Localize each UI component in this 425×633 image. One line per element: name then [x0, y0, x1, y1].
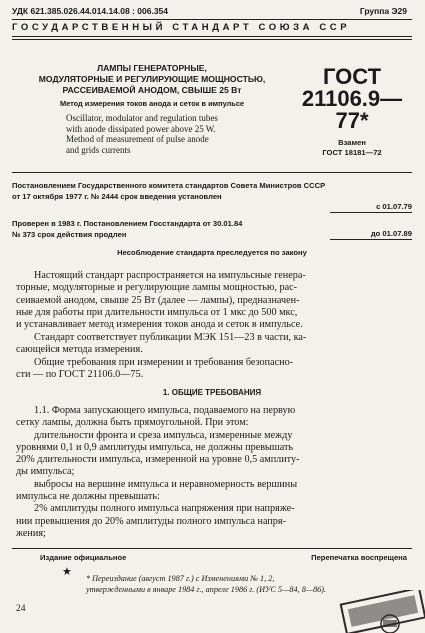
checked-line: № 373 срок действия продлен [12, 229, 127, 239]
paragraph-line: 2% амплитуды полного импульса напряжения при напряже- [34, 503, 295, 515]
gost-number: 21106.9—77* [301, 86, 403, 133]
footnote-line: * Переиздание (август 1987 г.) с Изменениями № 1, 2, [86, 574, 275, 583]
gost-label: ГОСТ [322, 64, 382, 89]
paragraph-line: сетку лампы, должна быть прямоугольной. При этом: [16, 417, 249, 429]
banner-rule-1 [12, 36, 412, 37]
paragraph-line: 1.1. Форма запускающего импульса, подаваемого на первую [34, 405, 296, 416]
replaces-label: Взамен [338, 138, 366, 147]
reprint-prohibited: Перепечатка воспрещена [311, 553, 407, 562]
paragraph-iec [16, 332, 410, 357]
penalty-notice: Несоблюдение стандарта преследуется по закону [117, 248, 307, 257]
paragraph-line: сти — по ГОСТ 21106.0—75. [16, 369, 144, 381]
paragraph-line: ные для работы при длительности импульса от 1 мкс до 500 мкс, [16, 306, 298, 318]
paragraph-line: торные, модуляторные и регулирующие лампы мощностью, рас- [16, 282, 298, 294]
footer-rule [12, 548, 412, 549]
paragraph-line: выбросы на вершине импульса и неравномерность вершины [34, 478, 298, 490]
paragraph-line: и устанавливает метод измерения токов анода и сеток в импульсе. [16, 319, 303, 331]
title-line: МОДУЛЯТОРНЫЕ И РЕГУЛИРУЮЩИЕ МОЩНОСТЬЮ, [38, 74, 266, 84]
decree-line: от 17 октября 1977 г. № 2444 срок введения установлен [12, 191, 222, 201]
udk-code: УДК 621.385.026.44.014.14.08 : 006.354 [12, 6, 169, 16]
decree-rule [12, 172, 412, 173]
title-en [66, 113, 266, 155]
title-line: РАССЕИВАЕМОЙ АНОДОМ, СВЫШЕ 25 Вт [62, 85, 242, 95]
paragraph-line: нии превышения до 20% амплитуды полного импульса напря- [16, 515, 286, 527]
decree-text [12, 181, 412, 202]
decree-line: Постановлением Государственного комитета стандартов Совета Министров СССР [12, 181, 326, 190]
paragraph-line: Настоящий стандарт распространяется на импульсные генера- [34, 270, 306, 281]
title-line: ЛАМПЫ ГЕНЕРАТОРНЫЕ, [97, 63, 207, 73]
effective-date: с 01.07.79 [330, 202, 412, 213]
paragraph-line: ды импульса; [16, 466, 75, 478]
title-en-line: Method of measurement of pulse anode [66, 134, 209, 144]
library-stamp-icon [335, 590, 425, 633]
paragraph-line: длительности фронта и среза импульса, измеренные между [34, 429, 293, 441]
title-en-line: and grids currents [66, 144, 131, 155]
title-en-line: with anode dissipated power above 25 W. [66, 123, 216, 134]
replaces-block [292, 138, 412, 158]
group-code: Группа Э29 [359, 6, 407, 16]
paragraph-1-1 [16, 405, 410, 540]
paragraph-general [16, 357, 410, 382]
banner-rule-2 [12, 39, 412, 40]
gost-number-block [292, 66, 412, 132]
paragraph-line: Общие требования при измерении и требования безопасно- [34, 357, 294, 368]
paragraph-line: импульса не должны превышать: [16, 491, 160, 503]
standard-banner: ГОСУДАРСТВЕННЫЙ СТАНДАРТ СОЮЗА ССР [12, 22, 351, 33]
title-method: Метод измерения токов анода и сеток в импульсе [59, 99, 245, 108]
extended-date: до 01.07.89 [330, 229, 412, 240]
checked-text [12, 219, 332, 240]
star-icon: ★ [62, 566, 72, 578]
checked-line: Проверен в 1983 г. Постановлением Госстандарта от 30.01.84 [12, 219, 243, 228]
title-en-line: Oscillator, modulator and regulation tubes [66, 113, 218, 123]
official-edition: Издание официальное [40, 553, 127, 562]
paragraph-scope [16, 270, 410, 331]
paragraph-line: Стандарт соответствует публикации МЭК 151—23 в части, ка- [34, 332, 307, 343]
paragraph-line: 20% длительности импульса, измеренной на уровне 0,5 амплиту- [16, 454, 300, 466]
paragraph-line: сающейся метода измерения. [16, 344, 143, 356]
footnote-line: утвержденными в январе 1984 г., апреле 1986 г. (ИУС 5—84, 8—86). [86, 585, 327, 594]
paragraph-line: жения; [16, 527, 46, 539]
title-ru [22, 63, 282, 96]
page-number: 24 [16, 604, 26, 614]
replaces-value: ГОСТ 18181—72 [322, 148, 382, 157]
section-title: 1. ОБЩИЕ ТРЕБОВАНИЯ [162, 388, 262, 397]
paragraph-line: сеиваемой анодом, свыше 25 Вт (далее — лампы), предназначен- [16, 294, 300, 306]
top-rule [12, 19, 412, 20]
paragraph-line: уровнями 0,1 и 0,9 амплитуды импульса, не должны превышать [16, 441, 294, 453]
